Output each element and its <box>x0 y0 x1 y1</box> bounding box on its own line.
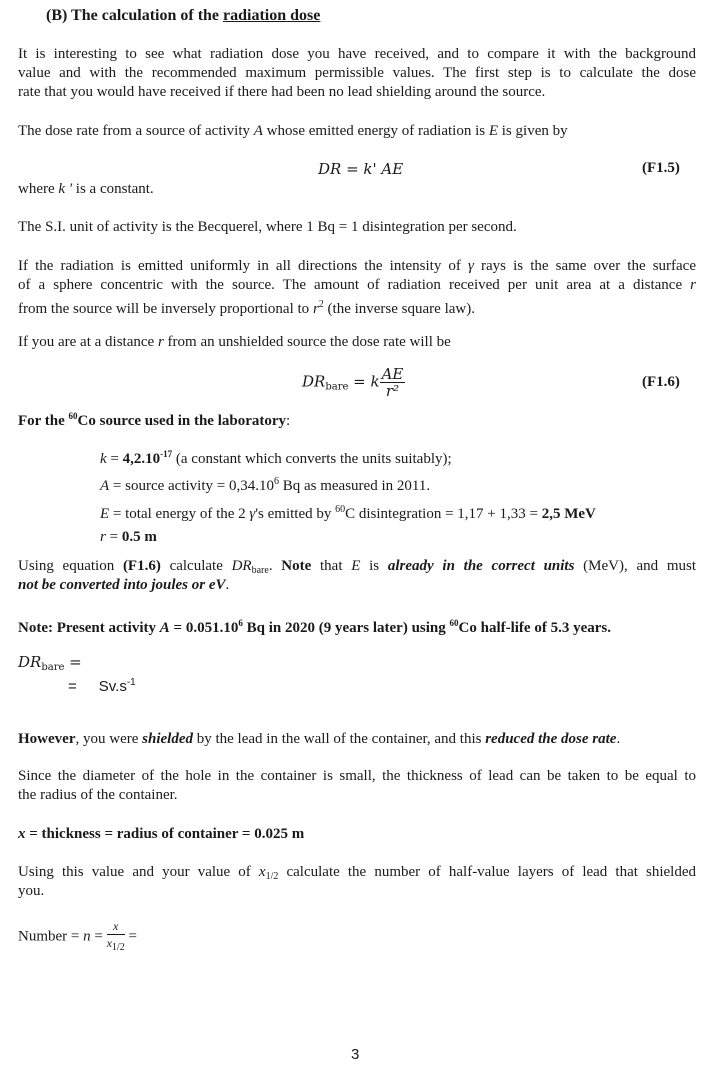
fraction-ae-over-r2: $\frac{AE}{\text{r²}}$ <box>381 365 404 400</box>
uniform-line-2: of a sphere concentric with the source. The amount of radiation received per unit area at a distance r <box>18 277 696 293</box>
heading-underlined: radiation dose <box>223 7 321 24</box>
using-f16-line-2: not be converted into joules or eV. <box>18 577 230 593</box>
param-a: A = source activity = $0,34.10^6$ Bq as measured in 2011. <box>100 476 431 494</box>
equation-label-f1-6: (F1.6) <box>642 374 680 390</box>
half-value-line-1: Using this value and your value of $x_{1/2}$ calculate the number of half-value layers of lead that shielded <box>18 864 697 882</box>
equation-f1-6: $DR_{bare} = k$ $\frac{AE}{\text{r²}}$ <box>302 365 404 400</box>
intro-line-3: rate that you would have received if there had been no lead shielding around the source. <box>18 84 546 100</box>
answer-dr-bare: $DR_{bare}$ = <box>18 653 82 673</box>
shielded-statement: However, you were shielded by the lead in the wall of the container, and this reduced the dose rate. <box>18 731 621 747</box>
param-r: r = 0.5 m <box>100 529 157 545</box>
diameter-line-1: Since the diameter of the hole in the container is small, the thickness of lead can be taken to be equal to <box>18 768 696 784</box>
distance-statement: If you are at a distance r from an unshielded source the dose rate will be <box>18 334 451 350</box>
section-heading: (B) The calculation of the radiation dose <box>46 7 321 24</box>
half-value-line-2: you. <box>18 883 45 899</box>
si-unit-statement: The S.I. unit of activity is the Becquerel, where 1 Bq = 1 disintegration per second. <box>18 219 517 235</box>
equation-f1-5: DR = k' AE <box>318 160 404 178</box>
dose-rate-definition: The dose rate from a source of activity A whose emitted energy of radiation is E is given by <box>18 123 568 139</box>
where-k-constant: where k ' is a constant. <box>18 181 154 197</box>
param-k: $k = 4,2.10^{-17}$ (a constant which converts the units suitably); <box>100 449 452 467</box>
uniform-line-3: from the source will be inversely proportional to $r^2$ (the inverse square law). <box>18 299 475 317</box>
answer-unit-line: = $Sv.s^{-1}$ <box>68 677 136 695</box>
intro-line-2: value and with the recommended maximum permissible values. The first step is to calculate the dose <box>18 65 696 81</box>
lab-source-heading: For the $^{60}$Co source used in the laboratory: <box>18 411 291 429</box>
param-e: E = total energy of the 2 γ's emitted by $^{60}$C disintegration = 1,17 + 1,33 = 2,5 MeV <box>100 504 596 522</box>
page-number: 3 <box>351 1046 360 1063</box>
diameter-line-2: the radius of the container. <box>18 787 178 803</box>
present-activity-note: Note: Present activity $A = 0.051.10^6$ Bq in 2020 (9 years later) using $^{60}$Co half-life of 5.3 years. <box>18 618 611 636</box>
intro-line-1: It is interesting to see what radiation dose you have received, and to compare it with the background <box>18 46 696 62</box>
equation-label-f1-5: (F1.5) <box>642 160 680 176</box>
number-equation: Number = n = $\frac{x}{x_{1/2}}$ = <box>18 918 137 956</box>
fraction-x-over-x-half: $\frac{x}{x_{1/2}}$ <box>106 919 125 953</box>
using-f16-line-1: Using equation (F1.6) calculate $DR_{bare}$. Note that E is already in the correct units (MeV), and must <box>18 558 697 576</box>
uniform-line-1: If the radiation is emitted uniformly in all directions the intensity of γ rays is the same over the surface <box>18 258 696 274</box>
thickness-equation: x = thickness = radius of container = 0.025 m <box>18 826 305 842</box>
